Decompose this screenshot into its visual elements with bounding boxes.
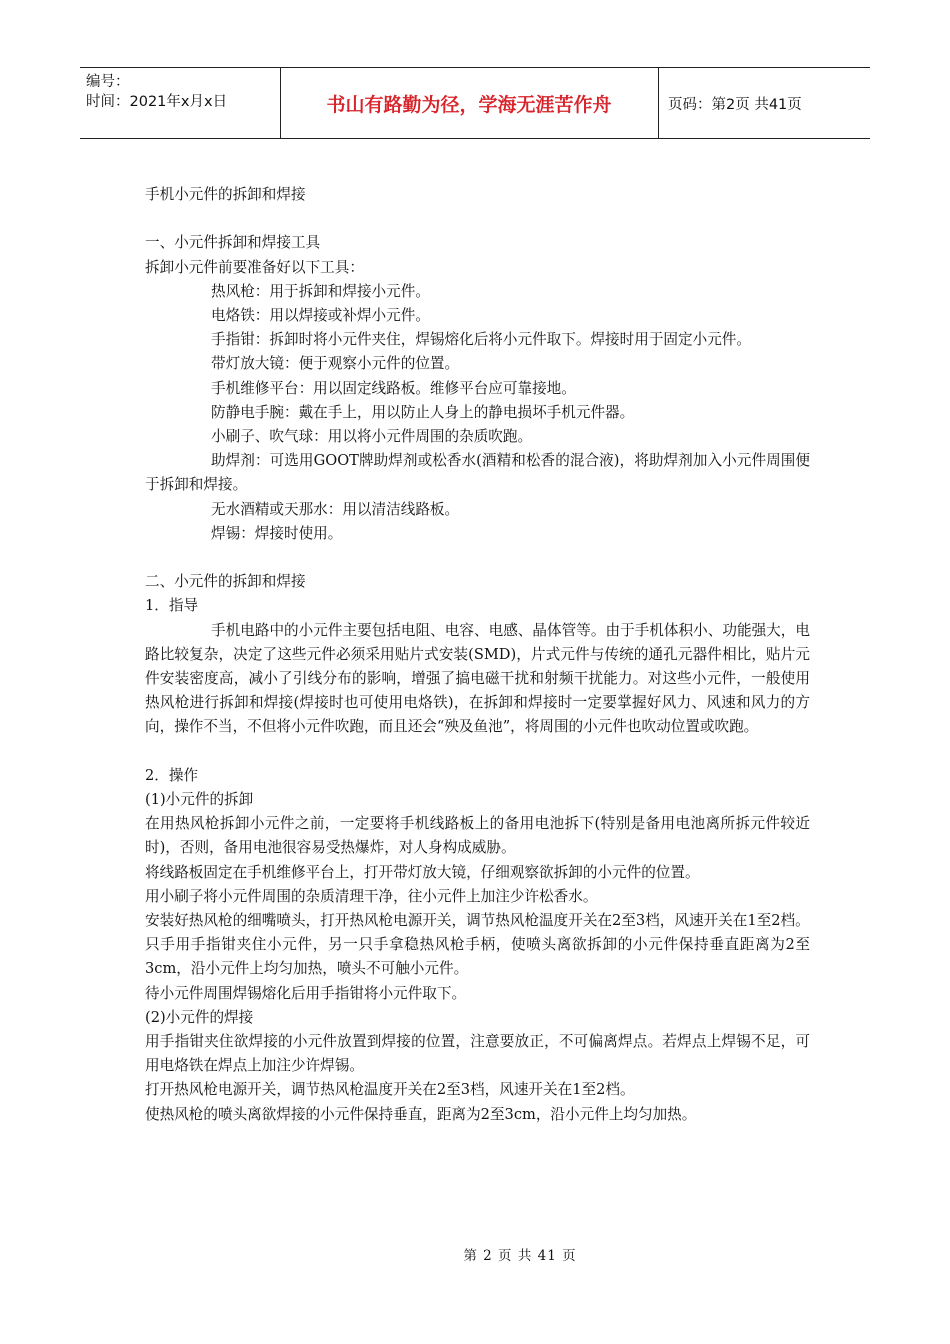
page-footer: [0, 1244, 950, 1264]
header-page-info: 页码：第2页 共41页: [668, 97, 802, 113]
header-divider: [658, 68, 659, 138]
tool-item: 手机维修平台：用以固定线路板。维修平台应可靠接地。: [211, 379, 576, 397]
tool-item: 焊锡：焊接时使用。: [211, 524, 343, 542]
tool-item: 电烙铁：用以焊接或补焊小元件。: [211, 307, 430, 324]
removal-step: 用小刷子将小元件周围的杂质清理干净，往小元件上加注少许松香水。: [145, 887, 598, 905]
welding-heading: (2)小元件的焊接: [145, 1008, 254, 1026]
welding-step: 使热风枪的喷头离欲焊接的小元件保持垂直，距离为2至3cm，沿小元件上均匀加热。: [145, 1105, 697, 1123]
date-label: 时间：2021年x月x日: [86, 94, 228, 110]
section1-intro: 拆卸小元件前要准备好以下工具：: [145, 258, 364, 276]
header-motto: 书山有路勤为径，学海无涯苦作舟: [326, 93, 612, 116]
section1-heading: 一、小元件拆卸和焊接工具: [145, 234, 321, 252]
tool-item: 手指钳：拆卸时将小元件夹住，焊锡熔化后将小元件取下。焊接时用于固定小元件。: [211, 331, 751, 349]
tool-item: 热风枪：用于拆卸和焊接小元件。: [211, 282, 430, 300]
tool-item: 防静电手腕：戴在手上，用以防止人身上的静电损坏手机元件器。: [211, 403, 635, 421]
welding-step: 打开热风枪电源开关，调节热风枪温度开关在2至3档，风速开关在1至2档。: [145, 1081, 635, 1099]
tool-item: 小刷子、吹气球：用以将小元件周围的杂质吹跑。: [211, 428, 533, 446]
footer-page-number: 第 2 页 共 41 页: [463, 1248, 577, 1264]
removal-step: 将线路板固定在手机维修平台上，打开带灯放大镜，仔细观察欲拆卸的小元件的位置。: [145, 863, 700, 881]
sub1-heading: 1．指导: [145, 597, 199, 615]
section2-heading: 二、小元件的拆卸和焊接: [145, 573, 306, 591]
welding-step: 用手指钳夹住欲焊接的小元件放置到焊接的位置，注意要放正，不可偏离焊点。若焊点上焊锡不足，可用电烙铁在焊点上加注少许焊锡。: [145, 1033, 810, 1075]
tool-item: 带灯放大镜：便于观察小元件的位置。: [211, 355, 460, 373]
document-header: [80, 67, 870, 139]
removal-step: 安装好热风枪的细嘴喷头，打开热风枪电源开关，调节热风枪温度开关在2至3档，风速开关在1至2档。: [145, 912, 810, 930]
number-label: 编号：: [86, 74, 130, 90]
removal-step: 待小元件周围焊锡熔化后用手指钳将小元件取下。: [145, 984, 467, 1002]
sub2-heading: 2．操作: [145, 766, 199, 784]
tool-item: 无水酒精或天那水：用以清洁线路板。: [211, 500, 460, 518]
header-meta: [86, 72, 276, 112]
removal-heading: (1)小元件的拆卸: [145, 791, 254, 809]
document-title: 手机小元件的拆卸和焊接: [145, 186, 306, 203]
removal-step: 在用热风枪拆卸小元件之前，一定要将手机线路板上的备用电池拆下(特别是备用电池离所拆元件较近时)，否则，备用电池很容易受热爆炸，对人身构成威胁。: [145, 815, 810, 857]
sub1-paragraph: 手机电路中的小元件主要包括电阻、电容、电感、晶体管等。由于手机体积小、功能强大，电路比较复杂，决定了这些元件必须采用贴片式安装(SMD)，片式元件与传统的通孔元器件相比，贴片元件安装密度高，减小了引线分布的影响，增强了搞电磁干扰和射频干扰能力。对这些小元件，一般使用热风枪进行拆卸和焊接(焊接时也可使用电烙铁)，在拆卸和焊接时一定要掌握好风力、风速和风力的方向，操作不当，不但将小元件吹跑，而且还会“殃及鱼池”，将周围的小元件也吹动位置或吹跑。: [145, 621, 810, 736]
tool-item: 助焊剂：可选用GOOT牌助焊剂或松香水(酒精和松香的混合液)，将助焊剂加入小元件周围便于拆卸和焊接。: [145, 452, 810, 494]
document-body: [145, 183, 810, 1127]
removal-step: 只手用手指钳夹住小元件，另一只手拿稳热风枪手柄，使喷头离欲拆卸的小元件保持垂直距离为2至3cm，沿小元件上均匀加热，喷头不可触小元件。: [145, 936, 810, 978]
